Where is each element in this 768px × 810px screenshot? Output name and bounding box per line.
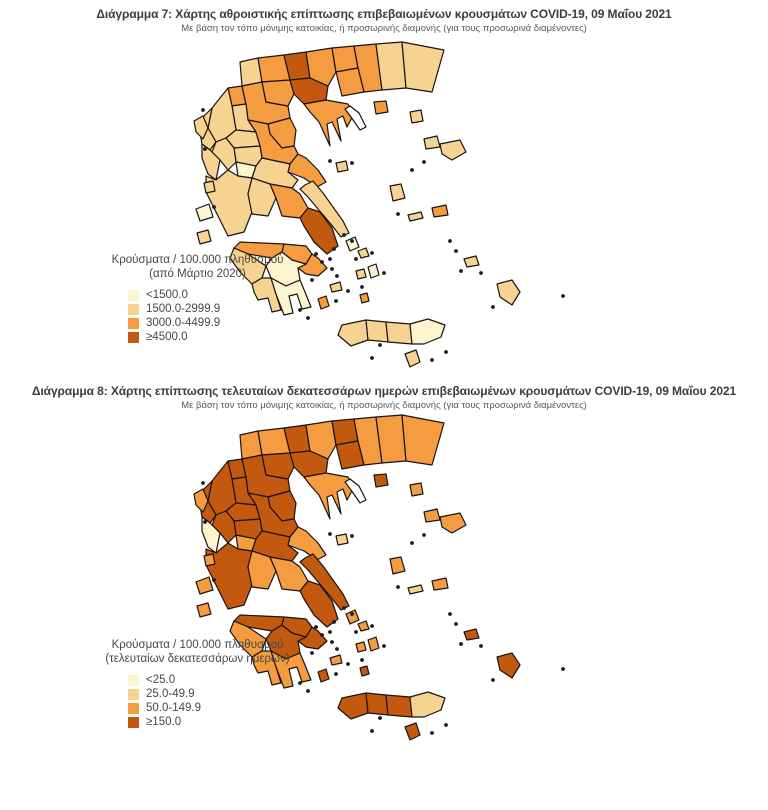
region-chalkidiki [304, 473, 354, 519]
islet-dot [491, 678, 495, 682]
legend-label: 50.0-149.9 [146, 702, 201, 714]
islet-dot [354, 630, 358, 634]
legend-label: 3000.0-4499.9 [146, 317, 221, 329]
region-lesvos [440, 140, 466, 160]
map7-title: Διάγραμμα 7: Χάρτης αθροιστικής επίπτωσης επιβεβαιωμένων κρουσμάτων COVID-19, 09 Μαΐου 2021 [96, 7, 672, 21]
region-lasithi [410, 319, 445, 344]
legend-row [128, 715, 315, 729]
region-paros [356, 642, 366, 652]
region-kythira [318, 296, 329, 309]
islet-dot [370, 624, 374, 628]
islet-dot [332, 247, 336, 251]
islet-dot [430, 731, 434, 735]
islet-dot [350, 612, 354, 616]
region-zakynthos [197, 603, 211, 617]
islet-dot [201, 108, 205, 112]
legend-swatch-cat1 [128, 675, 139, 686]
region-lasithi [410, 692, 445, 717]
region-tinos [358, 248, 369, 258]
islet-dot [346, 289, 350, 293]
legend-label: ≥150.0 [146, 716, 182, 728]
region-aitoloakarnania [206, 170, 252, 236]
legend-label: 1500.0-2999.9 [146, 303, 221, 315]
region-aitoloakarnania [206, 543, 252, 609]
region-thasos [374, 474, 388, 487]
region-samothraki [410, 110, 423, 123]
islet-dot [334, 299, 338, 303]
islet-dot [360, 658, 364, 662]
islet-dot [212, 205, 216, 209]
region-santorini [360, 293, 369, 303]
map7-legend [80, 254, 315, 344]
region-lefkada [204, 554, 215, 566]
islet-dot [448, 239, 452, 243]
region-rethymno [366, 693, 388, 715]
islet-dot [350, 534, 354, 538]
islet-dot [360, 285, 364, 289]
islet-dot [354, 257, 358, 261]
islet-dot [430, 358, 434, 362]
legend-swatch-cat2 [128, 689, 139, 700]
region-thasos [374, 101, 388, 114]
legend-swatch-cat4 [128, 717, 139, 728]
islet-dot [328, 159, 332, 163]
legend-title-line1: Κρούσματα / 100.000 πληθυσμού [111, 254, 284, 266]
legend-row [128, 302, 315, 316]
region-karpathos [405, 350, 420, 367]
islet-dot [444, 350, 448, 354]
legend-title-line2: (τελευταίων δεκατεσσάρων ημερών) [105, 652, 290, 665]
islet-dot [320, 633, 324, 637]
region-milos [330, 655, 342, 665]
region-paros [356, 269, 366, 279]
legend-title-line2: (από Μάρτιο 2020) [149, 267, 246, 280]
islet-dot [201, 481, 205, 485]
legend-row [128, 330, 315, 344]
region-karpathos [405, 723, 420, 740]
islet-dot [479, 644, 483, 648]
islet-dot [328, 630, 332, 634]
region-zakynthos [197, 230, 211, 244]
islet-dot [334, 672, 338, 676]
region-naxos [368, 637, 379, 651]
islet-dot [203, 520, 207, 524]
legend-row [128, 288, 315, 302]
islet-dot [444, 723, 448, 727]
islet-dot [370, 251, 374, 255]
islet-dot [332, 620, 336, 624]
islet-dot [378, 343, 382, 347]
islet-dot [212, 578, 216, 582]
islet-dot [410, 541, 414, 545]
region-andros [346, 610, 359, 624]
islet-dot [491, 305, 495, 309]
islet-dot [350, 239, 354, 243]
islet-dot [459, 642, 463, 646]
region-samos [432, 205, 448, 217]
islet-dot [314, 625, 318, 629]
region-skopelos [336, 534, 348, 545]
islet-dot [330, 640, 334, 644]
region-imathia [262, 80, 294, 106]
region-kos [464, 629, 479, 640]
region-heraklion [386, 322, 412, 344]
islet-dot [320, 260, 324, 264]
islet-dot [396, 585, 400, 589]
region-heraklion [386, 695, 412, 717]
region-santorini [360, 666, 369, 676]
islet-dot [448, 612, 452, 616]
legend-label: ≥4500.0 [146, 331, 188, 343]
region-skopelos [336, 161, 348, 172]
legend-label: <25.0 [146, 674, 176, 686]
islet-dot [330, 267, 334, 271]
region-samos [432, 578, 448, 590]
region-ikaria [408, 585, 423, 594]
region-evros [402, 42, 444, 92]
region-lefkada [204, 181, 215, 193]
region-rhodope [376, 42, 406, 90]
region-chania [338, 320, 368, 346]
islet-dot [422, 160, 426, 164]
region-limnos [424, 136, 440, 149]
map7-subtitle: Με βάση τον τόπο μόνιμης κατοικίας, ή προσωρινής διαμονής (για τους προσωρινά διαμένοντες) [181, 23, 587, 34]
islet-dot [346, 662, 350, 666]
map8-title: Διάγραμμα 8: Χάρτης επίπτωσης τελευταίων δεκατεσσάρων ημερών επιβεβαιωμένων κρουσμάτων COVID-19, 09 Μαΐου 2021 [31, 384, 737, 398]
islet-dot [335, 647, 339, 651]
islet-dot [459, 269, 463, 273]
islet-dot [203, 147, 207, 151]
islet-dot [350, 161, 354, 165]
map8-legend [80, 639, 315, 729]
legend-label: <1500.0 [146, 289, 188, 301]
islet-dot [328, 532, 332, 536]
region-rhodes [497, 653, 520, 678]
region-imathia [262, 453, 294, 479]
islet-dot [422, 533, 426, 537]
islet-dot [454, 249, 458, 253]
region-kythira [318, 669, 329, 682]
legend-row [128, 316, 315, 330]
islet-dot [370, 356, 374, 360]
map8-subtitle: Με βάση τον τόπο μόνιμης κατοικίας, ή προσωρινής διαμονής (για τους προσωρινά διαμένοντες) [181, 400, 587, 411]
legend-row [128, 701, 315, 715]
legend-swatch-cat1 [128, 290, 139, 301]
islet-dot [342, 233, 346, 237]
islet-dot [382, 644, 386, 648]
region-ikaria [408, 212, 423, 221]
region-andros [346, 237, 359, 251]
region-chania [338, 693, 368, 719]
islet-dot [382, 271, 386, 275]
region-evros [402, 415, 444, 465]
legend-items [128, 288, 315, 344]
islet-dot [410, 168, 414, 172]
islet-dot [561, 667, 565, 671]
region-rethymno [366, 320, 388, 342]
region-chios [390, 184, 405, 201]
islet-dot [378, 716, 382, 720]
legend-items [128, 673, 315, 729]
legend-swatch-cat4 [128, 332, 139, 343]
islet-dot [561, 294, 565, 298]
region-milos [330, 282, 342, 292]
legend-swatch-cat3 [128, 318, 139, 329]
legend-row [128, 687, 315, 701]
legend-title-line1: Κρούσματα / 100.000 πληθυσμού [111, 639, 284, 651]
region-tinos [358, 621, 369, 631]
legend-label: 25.0-49.9 [146, 688, 195, 700]
islet-dot [454, 622, 458, 626]
islet-dot [328, 257, 332, 261]
region-lesvos [440, 513, 466, 533]
legend-swatch-cat2 [128, 304, 139, 315]
region-chalkidiki [304, 100, 354, 146]
region-naxos [368, 264, 379, 278]
region-kefalonia [196, 577, 213, 594]
islet-dot [342, 606, 346, 610]
region-rhodope [376, 415, 406, 463]
region-samothraki [410, 483, 423, 496]
islet-dot [479, 271, 483, 275]
legend-row [128, 673, 315, 687]
islet-dot [335, 274, 339, 278]
region-chios [390, 557, 405, 574]
region-rhodes [497, 280, 520, 305]
region-kefalonia [196, 204, 213, 221]
islet-dot [396, 212, 400, 216]
islet-dot [370, 729, 374, 733]
region-kos [464, 256, 479, 267]
region-limnos [424, 509, 440, 522]
legend-swatch-cat3 [128, 703, 139, 714]
